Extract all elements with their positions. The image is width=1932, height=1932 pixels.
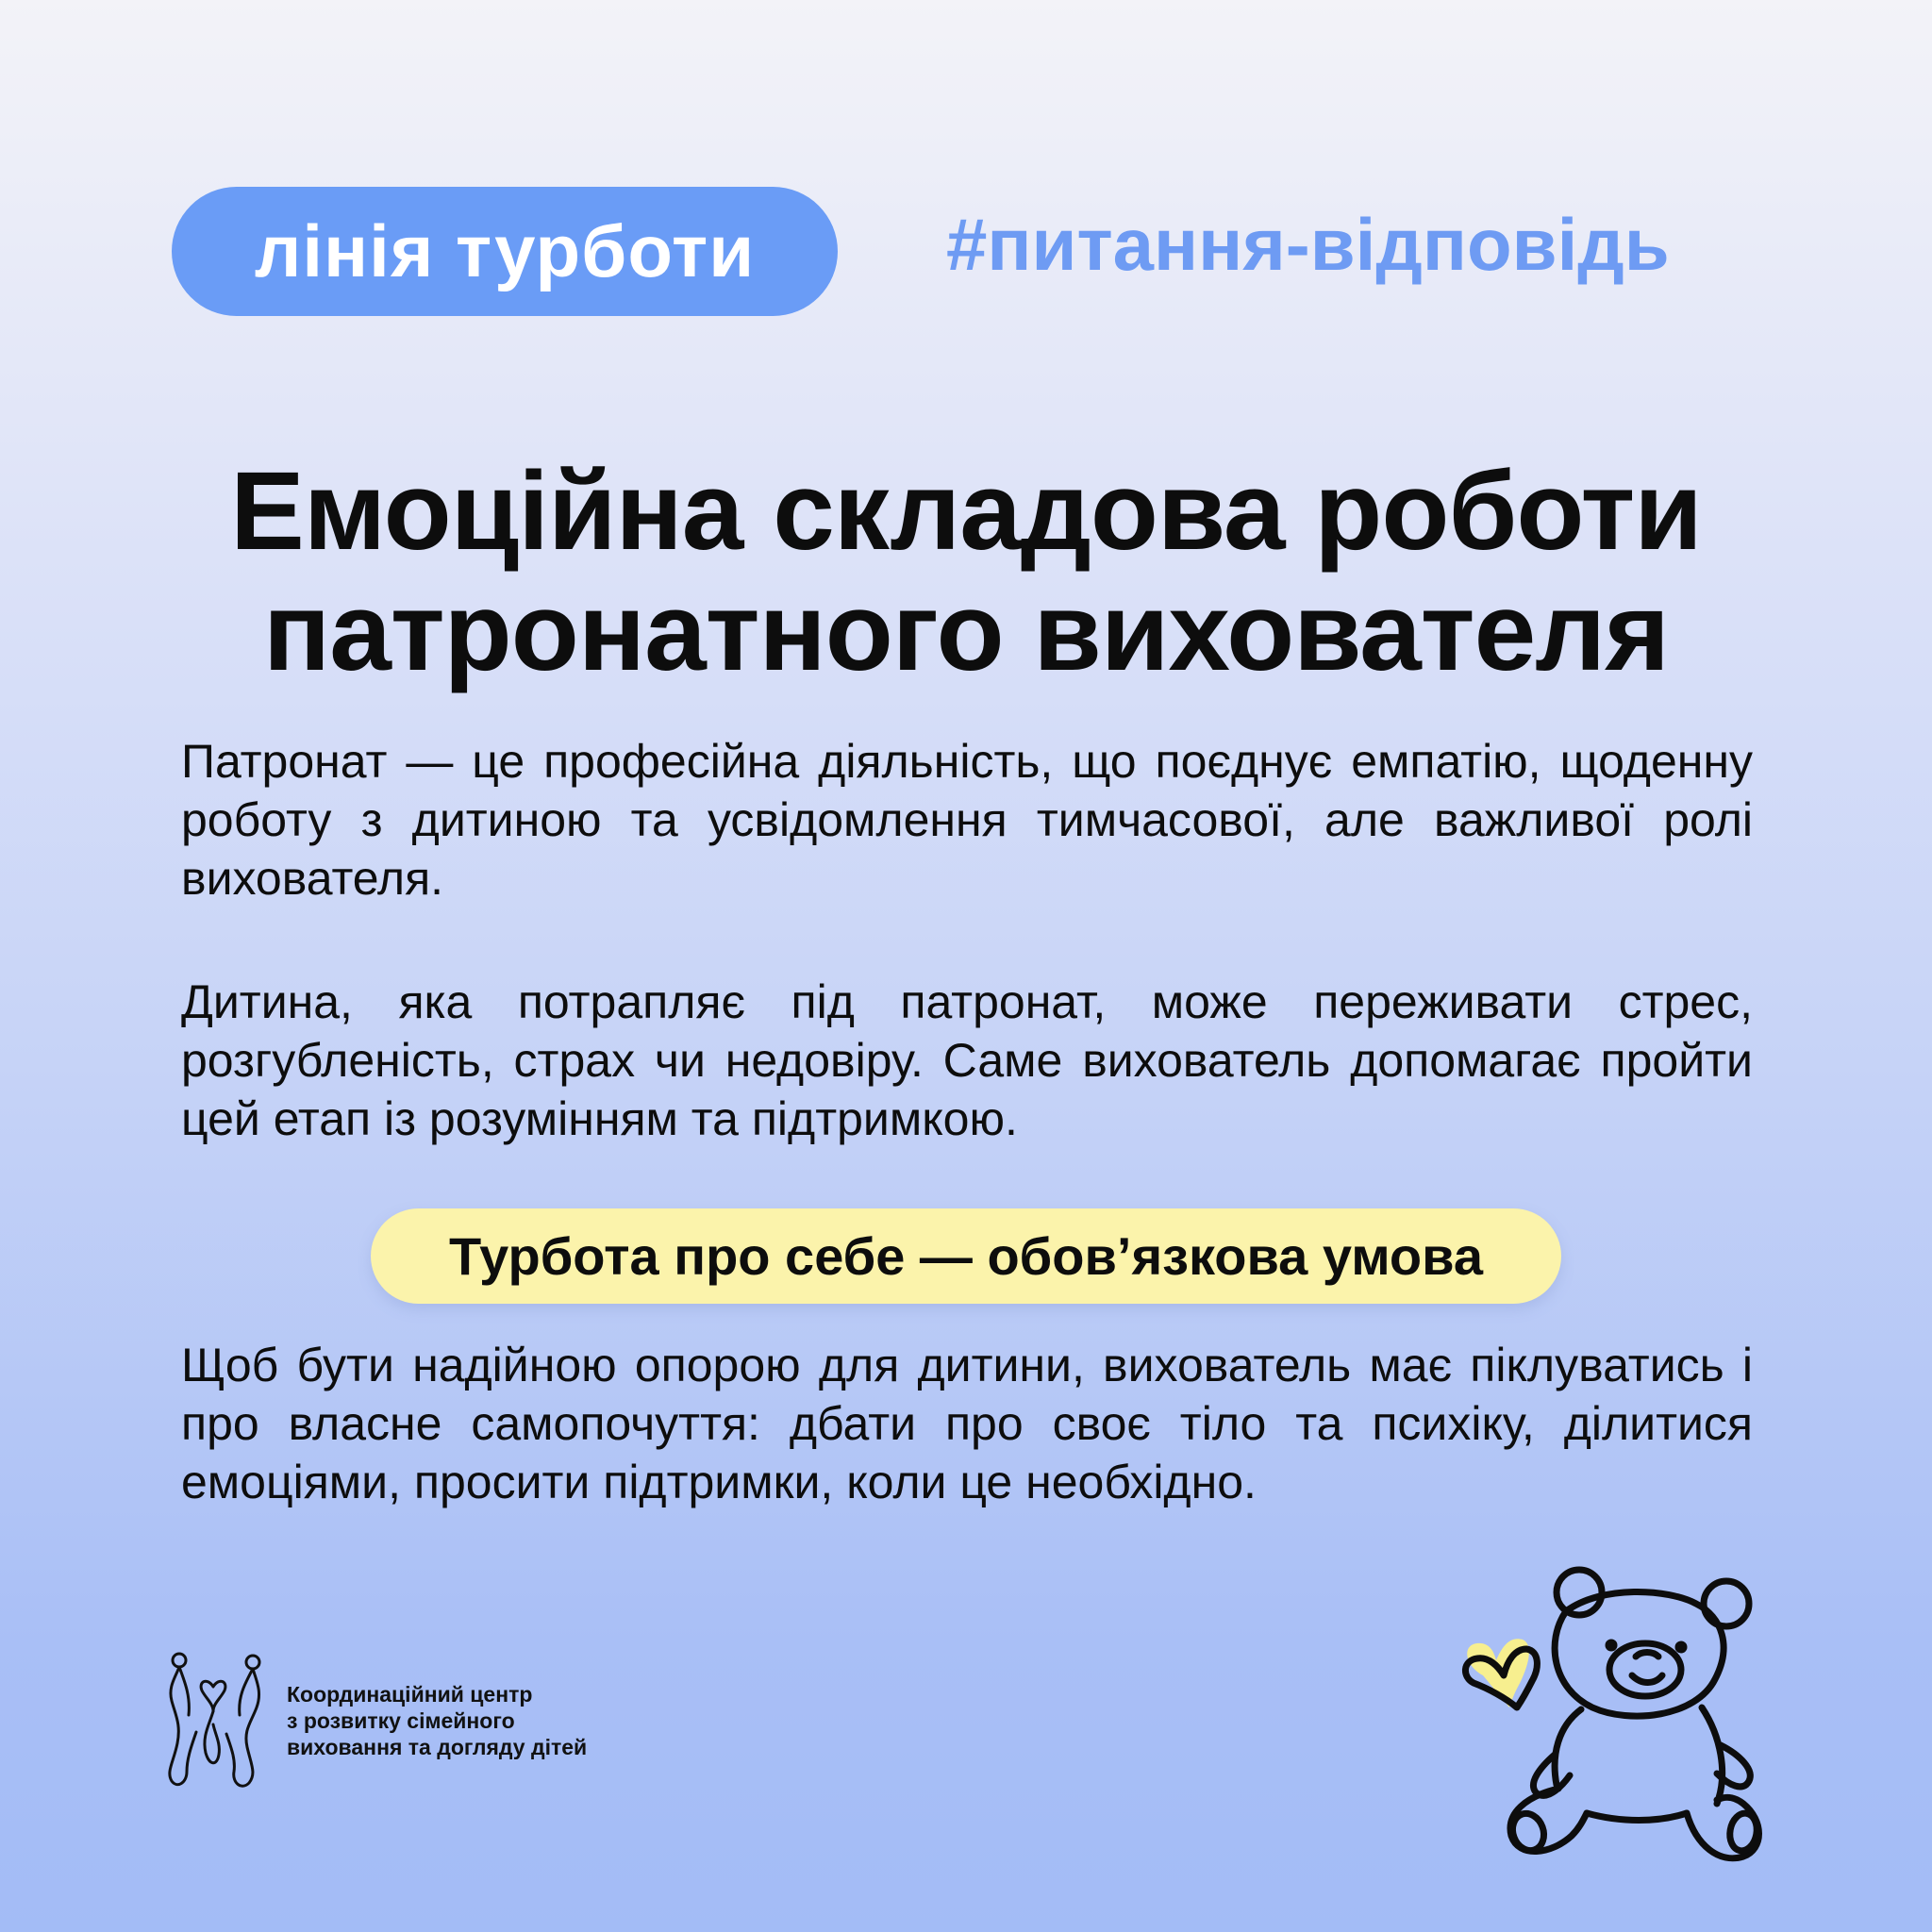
qa-hashtag: #питання-відповідь (946, 203, 1670, 286)
child-stress-paragraph: Дитина, яка потрапляє під патронат, може переживати стрес, розгубленість, страх чи недовіру. Саме вихователь допомагає пройти цей етап із розумінням та підтримкою. (181, 975, 1753, 1145)
self-care-highlight: Турбота про себе — обов’язкова умова (371, 1208, 1561, 1304)
page-title-line-1: Емоційна складова роботи (230, 449, 1702, 574)
self-care-paragraph: Щоб бути надійною опорою для дитини, вихователь має піклуватись і про власне самопочуття: дбати про своє тіло та психіку, ділитися емоціями, просити підтримки, коли це необхідно. (181, 1339, 1753, 1508)
intro-paragraph: Патронат — це професійна діяльність, що поєднує емпатію, щоденну роботу з дитиною та усвідомлення тимчасової, але важливої ролі вихователя. (181, 735, 1753, 905)
organization-name-line-3: виховання та догляду дітей (287, 1735, 588, 1759)
organization-name-line-1: Координаційний центр (287, 1682, 533, 1707)
teddy-bear-icon (1507, 1570, 1759, 1858)
heart-icon (1465, 1639, 1537, 1707)
page-title (123, 451, 1809, 692)
page-title-line-2: патронатного вихователя (262, 570, 1670, 694)
organization-logo-icon (158, 1649, 267, 1790)
organization-name (287, 1681, 683, 1760)
care-line-tag: лінія турботи (172, 187, 838, 316)
organization-name-line-2: з розвитку сімейного (287, 1708, 515, 1733)
teddy-bear-illustration (1460, 1566, 1790, 1868)
